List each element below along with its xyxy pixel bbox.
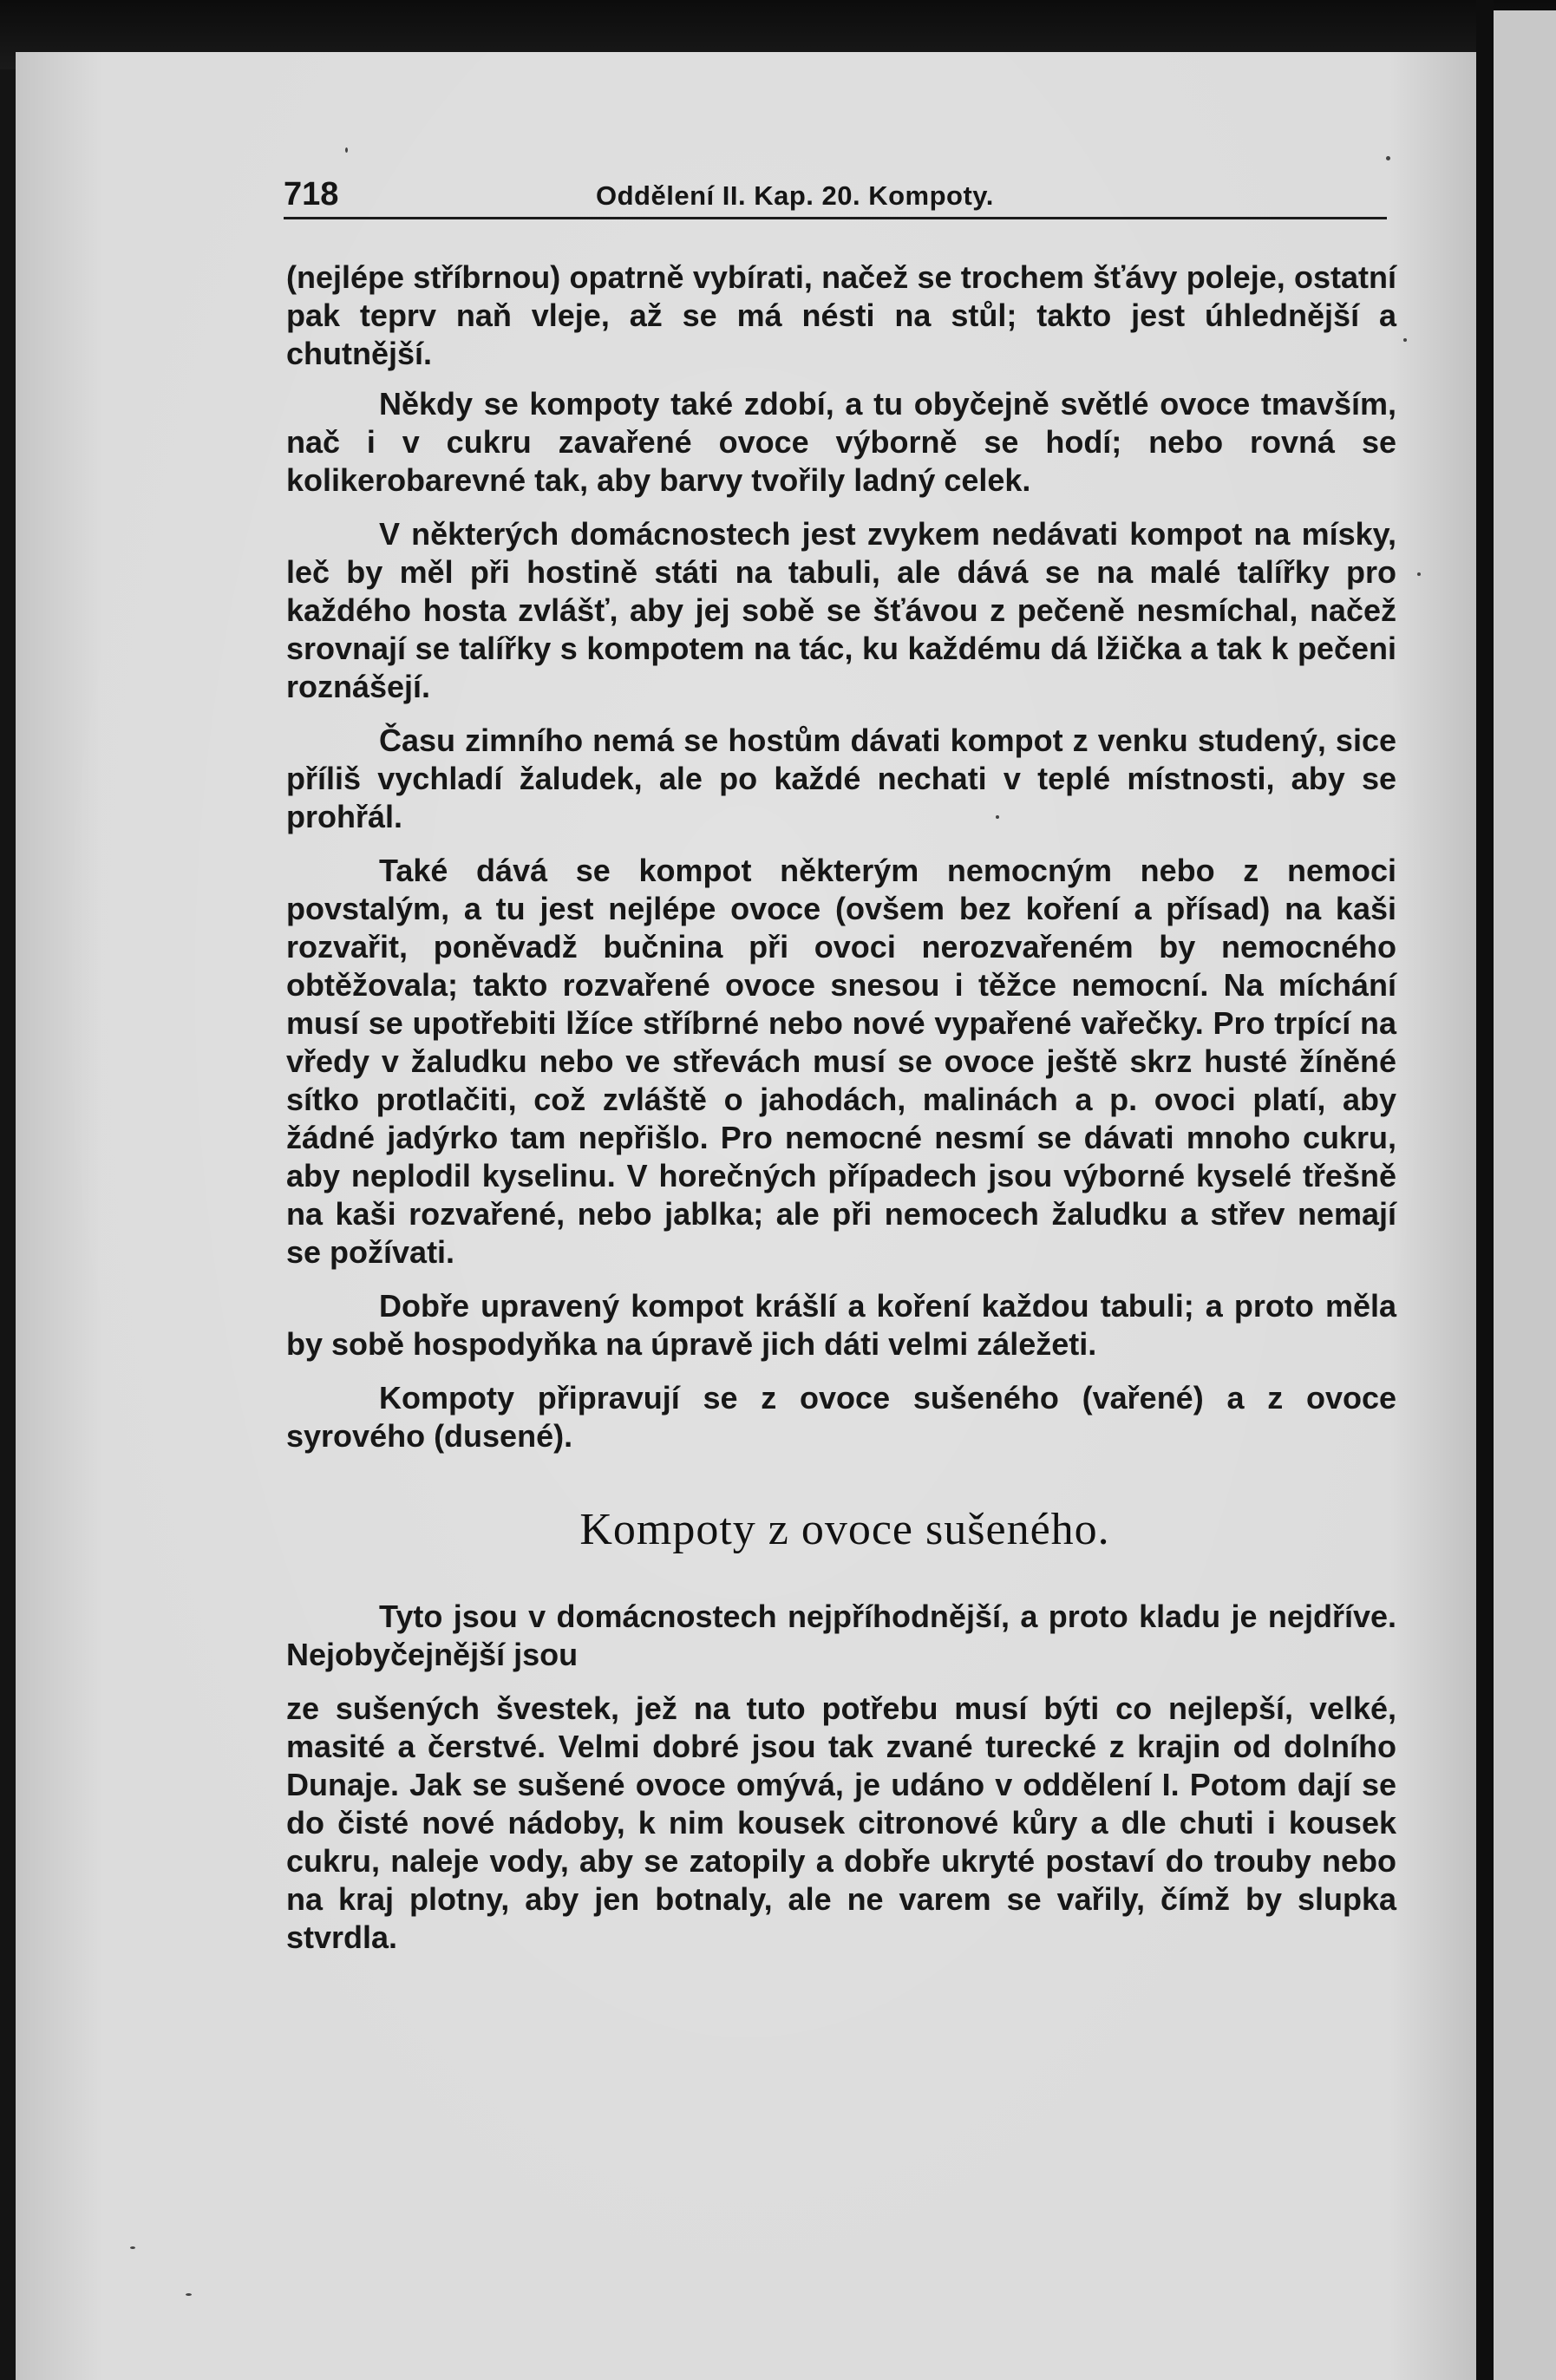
paragraph: V některých domácnostech jest zvykem nedávati kompot na mísky, leč by měl při hostině státi na tabuli, ale dává se na malé talířky pro každého hosta zvlášť, aby jej sobě se šťávou z pečeně nesmíchal, načež srovnají se talířky s kompotem na tác, ku každému dá lžička a tak k pečeni roznášejí. [286,516,1396,704]
paragraph: Dobře upravený kompot krášlí a koření každou tabuli; a proto měla by sobě hospodyňka na úpravě jich dáti velmi záležeti. [286,1288,1396,1362]
section-heading: Kompoty z ovoce sušeného. [579,1505,1110,1554]
paragraph: Také dává se kompot některým nemocným nebo z nemoci povstalým, a tu jest nejlépe ovoce (ovšem bez koření a přísad) na kaši rozvařit, poněvadž bučnina při ovoci nerozvařeném by nemocného obtěžovala; takto rozvařené ovoce snesou i těžce nemocní. Na míchání musí se upotřebiti lžíce stříbrné nebo nové vypařené vařečky. Pro trpící na vředy v žaludku nebo ve střevách musí se ovoce ještě skrz husté žíněné sítko protlačiti, což zvláště o jahodách, malinách a p. ovoci platí, aby žádné jadýrko tam nepřišlo. Pro nemocné nesmí se dávati mnoho cukru, aby neplodil kyselinu. V horečných případech jsou výborné kyselé třešně na kaši rozvařené, nebo jablka; ale při nemocech žaludku a střev nemají se požívati. [286,853,1396,1270]
paragraph: Času zimního nemá se hostům dávati kompot z venku studený, sice příliš vychladí žaludek, ale po každé nechati v teplé místnosti, aby se prohřál. [286,722,1396,834]
paragraph: (nejlépe stříbrnou) opatrně vybírati, načež se trochem šťávy poleje, ostatní pak teprv naň vleje, až se má nésti na stůl; takto jest úhlednější a chutnější. [286,259,1396,371]
page-body [286,258,1396,1957]
adjacent-page-edge [1494,10,1556,2380]
section-paragraph: Tyto jsou v domácnostech nejpříhodnější, a proto kladu je nejdříve. Nejobyčejnější jsou [286,1599,1396,1672]
book-gutter [1476,0,1494,2380]
section-paragraph: ze sušených švestek, jež na tuto potřebu musí býti co nejlepší, velké, masité a čerstvé. Velmi dobré jsou tak zvané turecké z krajin od dolního Dunaje. Jak se sušené ovoce omývá, je udáno v oddělení I. Potom dají se do čisté nové nádoby, k nim kousek citronové kůry a dle chuti i kousek cukru, naleje vody, aby se zatopily a dobře ukryté postaví do trouby nebo na kraj plotny, aby jen botnaly, ale ne varem se vařily, čímž by slupka stvrdla. [286,1690,1396,1955]
paragraph: Někdy se kompoty také zdobí, a tu obyčejně světlé ovoce tmavším, nač i v cukru zavařené ovoce výborně se hodí; nebo rovná se kolikerobarevné tak, aby barvy tvořily ladný celek. [286,386,1396,498]
page-header [284,173,1387,219]
running-title: Oddělení II. Kap. 20. Kompoty. [596,180,994,211]
page-number: 718 [284,176,339,212]
paragraph: Kompoty připravují se z ovoce sušeného (vařené) a z ovoce syrového (dusené). [286,1380,1396,1454]
